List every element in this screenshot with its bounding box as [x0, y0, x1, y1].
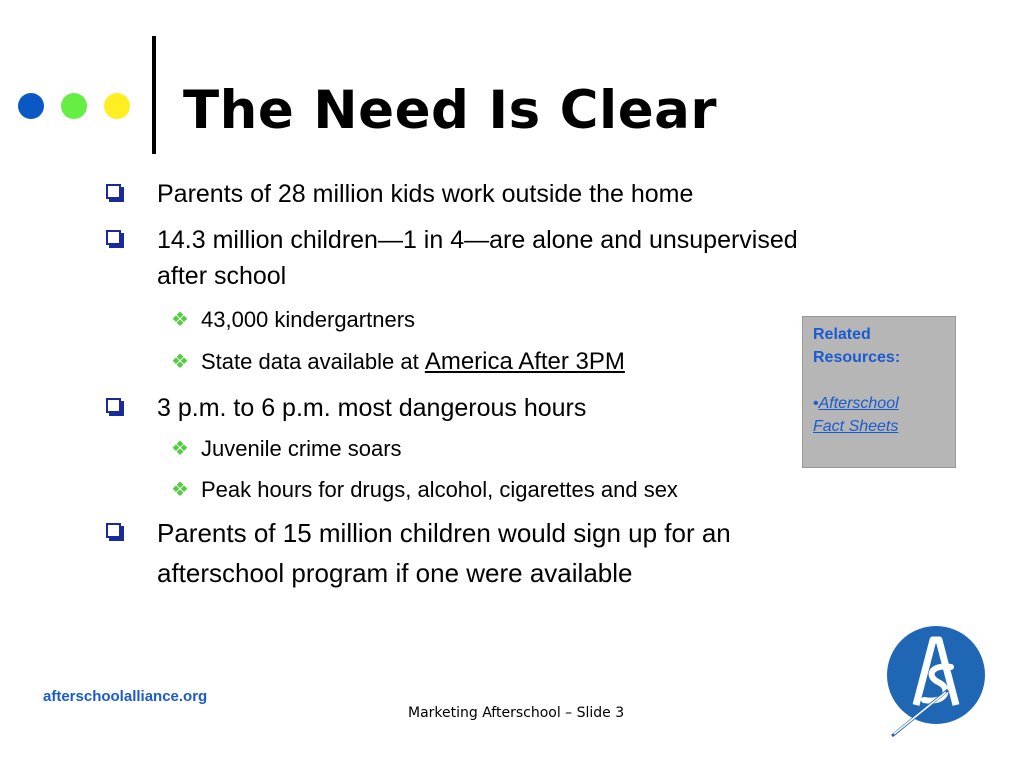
afterschool-fact-sheets-link[interactable]: •Afterschool Fact Sheets: [813, 395, 899, 435]
bullet-text: after school: [157, 262, 287, 290]
bullet-item: [157, 222, 798, 294]
sub-bullet-item: [171, 305, 416, 335]
footer-slide-label: Marketing Afterschool – Slide 3: [408, 705, 625, 721]
square-bullet-icon: [106, 184, 121, 199]
related-resources-box: [802, 316, 956, 468]
diamond-bullet-icon: ❖: [171, 349, 189, 373]
sub-bullet-item: [171, 434, 402, 464]
sub-bullet-item: [171, 475, 678, 505]
green-dot: [61, 93, 87, 119]
america-after-3pm-link[interactable]: America After 3PM: [424, 348, 625, 375]
square-bullet-icon: [106, 398, 121, 413]
square-bullet-icon: [106, 523, 121, 538]
sub-bullet-item: [171, 347, 625, 377]
bullet-text: Parents of 15 million children would sign up for an: [157, 518, 731, 548]
bullet-text: State data available at: [201, 349, 425, 374]
related-resources-heading: Related Resources:: [813, 326, 901, 366]
bullet-text: afterschool program if one were available: [157, 558, 633, 588]
bullet-text: Juvenile crime soars: [201, 436, 402, 461]
title-divider: [152, 36, 156, 154]
bullet-text: 14.3 million children—1 in 4—are alone and unsupervised: [157, 226, 798, 254]
diamond-bullet-icon: ❖: [171, 436, 189, 460]
bullet-text: Parents of 28 million kids work outside the home: [157, 180, 694, 208]
bullet-item: [157, 176, 693, 212]
blue-dot: [18, 93, 44, 119]
bullet-text: 43,000 kindergartners: [201, 307, 416, 332]
bullet-text: 3 p.m. to 6 p.m. most dangerous hours: [157, 394, 587, 422]
slide-title: The Need Is Clear: [183, 80, 718, 141]
bullet-item: [157, 513, 731, 593]
bullet-text: Peak hours for drugs, alcohol, cigarettes and sex: [201, 477, 678, 502]
footer-website: afterschoolalliance.org: [43, 688, 208, 705]
bullet-item: [157, 390, 586, 426]
afterschool-alliance-logo-icon: [886, 620, 990, 740]
diamond-bullet-icon: ❖: [171, 307, 189, 331]
square-bullet-icon: [106, 230, 121, 245]
diamond-bullet-icon: ❖: [171, 477, 189, 501]
yellow-dot: [104, 93, 130, 119]
